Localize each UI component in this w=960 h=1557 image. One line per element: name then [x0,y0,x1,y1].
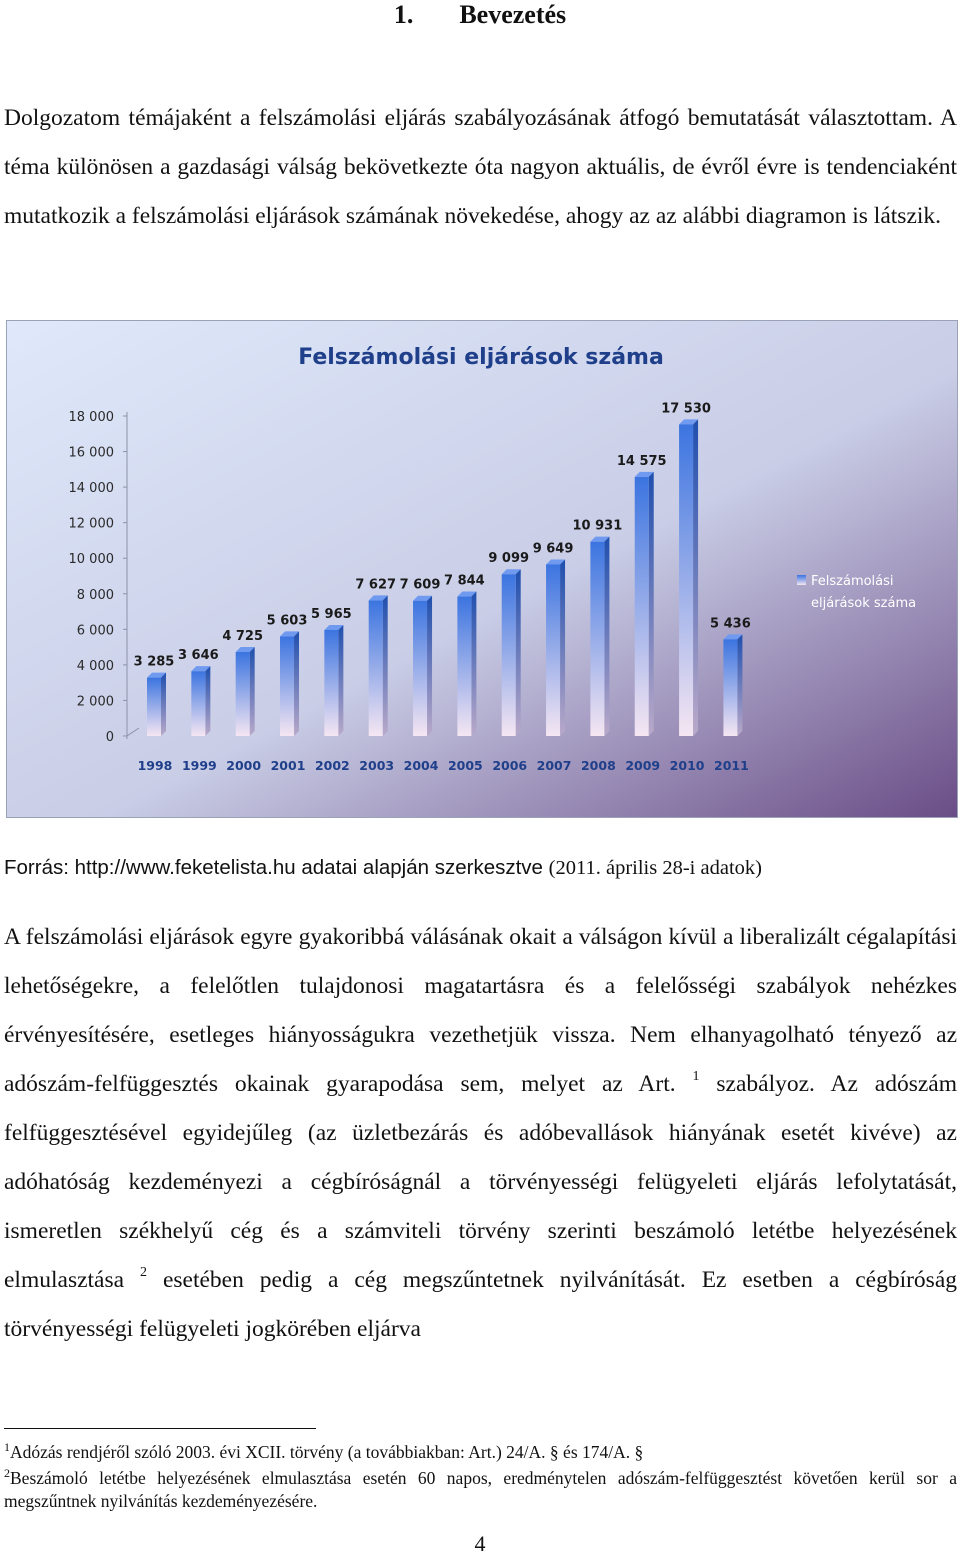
x-tick-label: 2001 [270,758,306,773]
footnote-ref-1: 1 [692,1069,700,1084]
x-tick-label: 2003 [359,758,395,773]
section-title: Bevezetés [459,0,567,29]
bar-side-face [737,634,742,736]
y-tick-label: 4 000 [76,658,114,674]
main-text-2: szabályoz. Az adószám felfüggesztésével egyidejűleg (az üzletbezárás és adóbevallások hiányának esetét kivéve) az adóhatóság kezdeményezi a cégbíróságnál a törvényességi felügyeleti eljárás lefolytatását, ismeretlen székhelyű cég és a számviteli törvény szerinti beszámoló letétbe helyezésének elmulasztása [4,1071,958,1293]
bar-side-face [294,631,299,736]
legend-line-2: eljárások száma [811,596,917,611]
footnote-1-number: 1 [4,1440,10,1454]
bar [236,652,250,736]
chart-title: Felszámolási eljárások száma [298,345,664,370]
bar-value-label: 14 575 [616,453,667,469]
chart-source [4,856,954,880]
x-tick-label: 2002 [314,758,350,773]
bar-side-face [161,673,166,736]
x-tick-label: 2011 [714,758,749,773]
y-tick-label: 8 000 [76,587,114,603]
x-tick-label: 2005 [447,758,483,773]
bar [280,636,294,736]
footnote-1-text: Adózás rendjéről szóló 2003. évi XCII. törvény (a továbbiakban: Art.) 24/A. § és 174/A. § [10,1442,644,1462]
section-number: 1. [393,0,414,29]
bar-value-label: 9 649 [532,541,574,557]
bar-side-face [471,592,476,736]
bar [413,601,427,736]
bar-side-face [693,419,698,736]
bar-chart [6,320,958,818]
footnote-separator [4,1428,316,1429]
y-tick-label: 2 000 [76,694,114,710]
bar-side-face [649,472,654,736]
bar-side-face [205,666,210,736]
footnote-1 [4,1441,957,1464]
legend-line-1: Felszámolási [811,574,894,589]
bar-value-label: 10 931 [572,518,623,534]
bar [457,597,471,736]
intro-paragraph: Dolgozatom témájaként a felszámolási eljárás szabályozásának átfogó bemutatását választottam. A téma különösen a gazdasági válság bekövetkezte óta nagyon aktuális, de évről évre is tendenciaként mutatkozik a felszámolási eljárások számának növekedése, ahogy az az alábbi diagramon is látszik. [4,105,957,229]
x-tick-label: 2006 [492,758,528,773]
section-heading [0,0,960,30]
source-text: Forrás: http://www.feketelista.hu adatai alapján szerkesztve [4,856,543,879]
x-tick-label: 2007 [536,758,572,773]
bar-value-label: 9 099 [488,551,530,567]
bar-value-label: 5 965 [310,606,352,622]
bar [147,678,161,736]
bar [369,600,383,736]
source-date: (2011. április 28-i adatok) [548,857,762,879]
bar-side-face [604,537,609,736]
x-tick-label: 1999 [181,758,217,773]
x-tick-label: 2008 [580,758,616,773]
bar [590,542,604,736]
x-tick-label: 2009 [625,758,661,773]
y-tick-label: 14 000 [68,481,114,497]
bar-value-label: 7 844 [444,573,485,589]
main-text-3: esetében pedig a cég megszűntetnek nyilvánítását. Ez esetben a cégbíróság törvényességi felügyeleti jogkörében eljárva [4,1267,958,1342]
bar-side-face [250,647,255,736]
bar-value-label: 5 603 [266,613,308,629]
footnote-2-text: Beszámoló letétbe helyezésének elmulasztása esetén 60 napos, eredménytelen adószám-felfüggesztést követően kerül sor a megszűntnek nyilvánítás kezdeményezésére. [4,1468,957,1511]
footnote-2 [4,1467,957,1513]
bar-side-face [338,625,343,736]
bar [546,564,560,736]
bar-value-label: 7 627 [355,577,397,593]
bar [635,477,649,736]
y-tick-label: 16 000 [68,445,114,461]
y-tick-label: 0 [105,730,114,745]
chart-background [7,321,957,817]
bar [502,574,516,736]
bar-value-label: 3 285 [133,654,175,670]
bar [723,639,737,736]
bar-side-face [427,596,432,736]
x-tick-label: 2000 [226,758,262,773]
y-tick-label: 12 000 [68,516,114,532]
bar-value-label: 17 530 [661,401,711,417]
bar-side-face [516,569,521,736]
bar-value-label: 7 609 [399,577,441,593]
bar-side-face [560,559,565,736]
page-number: 4 [474,1531,486,1556]
footnote-2-number: 2 [4,1466,10,1480]
legend-swatch [797,575,806,585]
y-tick-label: 18 000 [68,410,114,425]
y-tick-label: 10 000 [68,552,114,568]
bar [191,671,205,736]
bar-side-face [383,595,388,736]
x-tick-label: 2004 [403,758,439,773]
bar-value-label: 3 646 [177,648,219,664]
x-tick-label: 1998 [137,758,173,773]
y-tick-label: 6 000 [76,623,114,639]
x-tick-label: 2010 [669,758,705,773]
footnote-ref-2: 2 [140,1265,148,1280]
bar [679,424,693,736]
bar-value-label: 4 725 [222,629,264,644]
main-text-1: A felszámolási eljárások egyre gyakoribbá válásának okait a válságon kívül a liberalizált cégalapítási lehetőségekre, a felelőtlen tulajdonosi magatartásra és a felelősségi szabályok nehézkes érvényesítésére, esetleges hiányosságukra vezethetjük vissza. Nem elhanyagolható tényező az adószám-felfüggesztés okainak gyarapodása sem, melyet az Art. [4,924,957,1097]
bar-value-label: 5 436 [710,616,751,632]
bar [324,630,338,736]
main-paragraph [4,913,957,1354]
